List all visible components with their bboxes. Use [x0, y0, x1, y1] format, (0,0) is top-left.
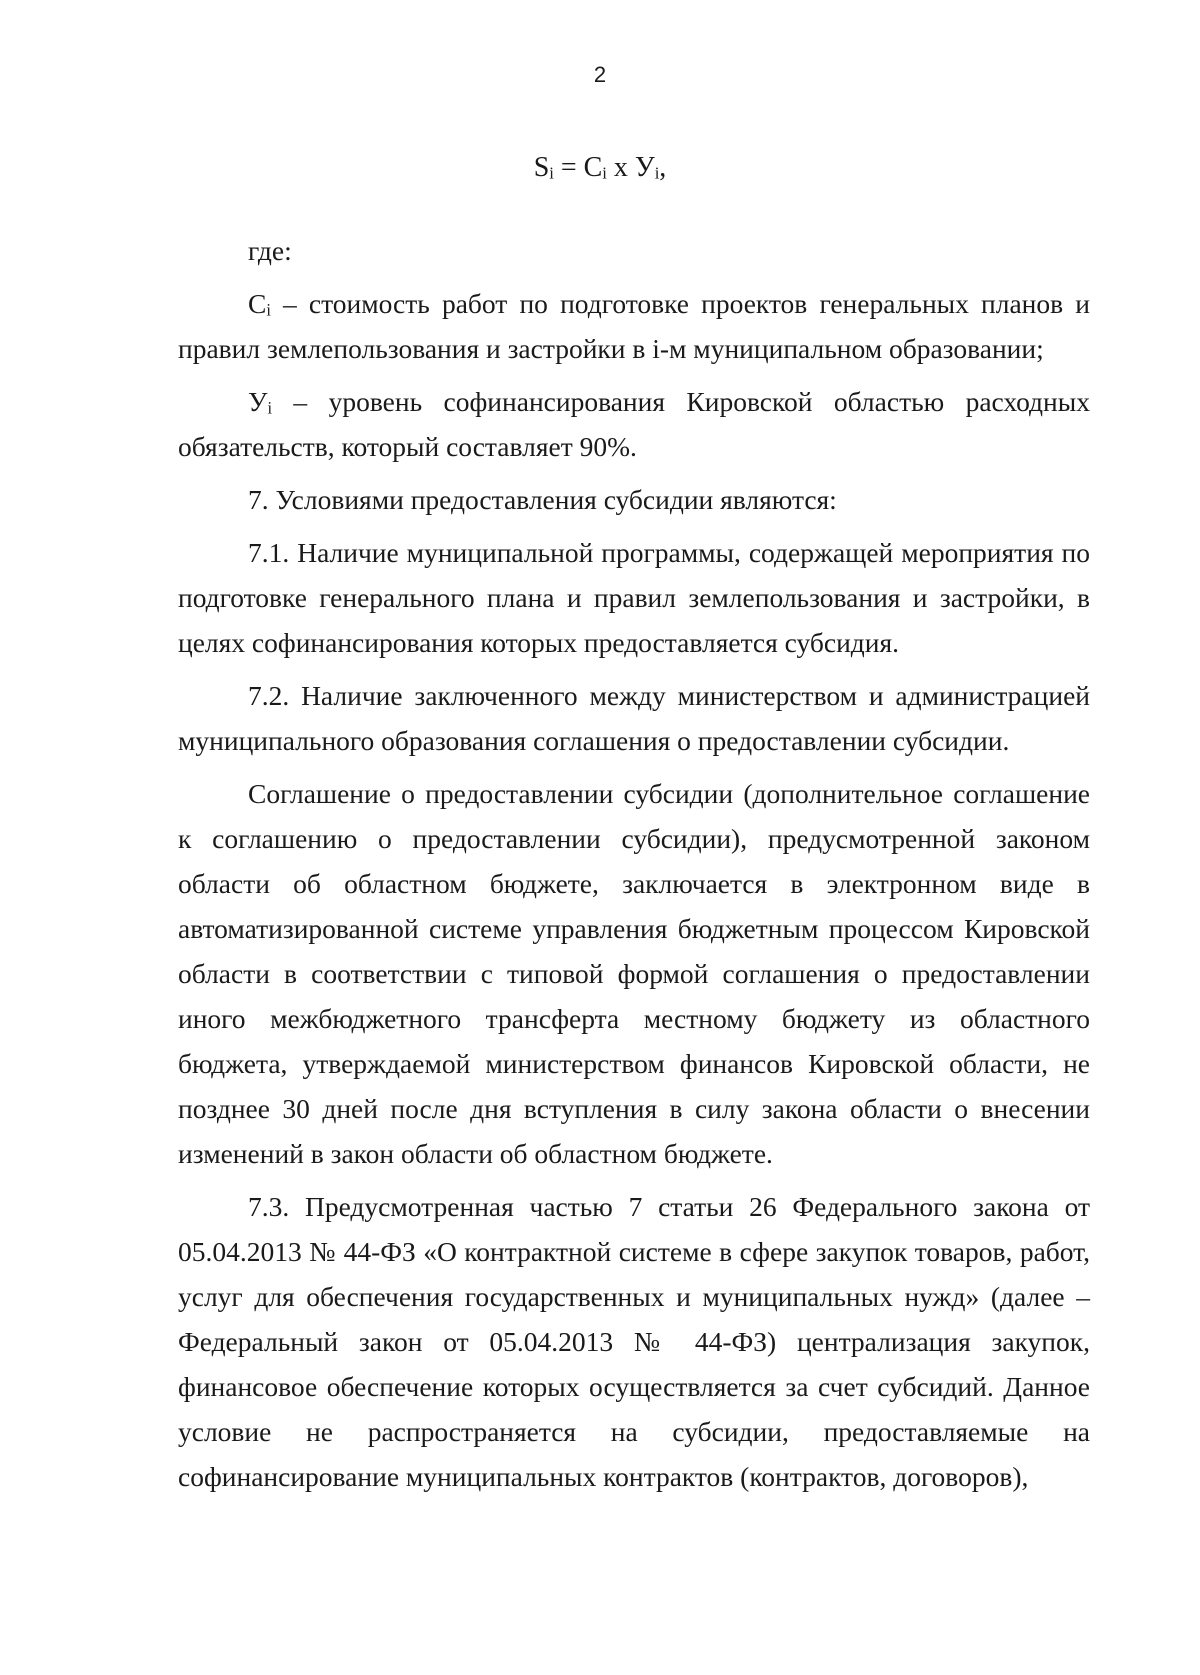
document-body: [178, 228, 1090, 1499]
paragraph-ci-definition: Cᵢ – стоимость работ по подготовке проектов генеральных планов и правил землепользования и застройки в i-м муниципальном образовании;: [178, 288, 1090, 364]
paragraph-7-3: 7.3. Предусмотренная частью 7 статьи 26 Федерального закона от 05.04.2013 № 44-ФЗ «О контрактной системе в сфере закупок товаров, работ, услуг для обеспечения государственных и муниципальных нужд» (далее – Федеральный закон от 05.04.2013 № 44-ФЗ) централизация закупок, финансовое обеспечение которых осуществляется за счет субсидий. Данное условие не распространяется на субсидии, предоставляемые на софинансирование муниципальных контрактов (контрактов, договоров),: [178, 1191, 1090, 1492]
paragraph-where: где:: [248, 235, 292, 266]
formula: Sᵢ = Cᵢ x Уᵢ,: [533, 152, 667, 183]
paragraph-7: 7. Условиями предоставления субсидии являются:: [248, 484, 837, 515]
paragraph-7-1: 7.1. Наличие муниципальной программы, содержащей мероприятия по подготовке генерального плана и правил землепользования и застройки, в целях софинансирования которых предоставляется субсидия.: [178, 537, 1090, 658]
paragraph-agreement: Соглашение о предоставлении субсидии (дополнительное соглашение к соглашению о предоставлении субсидии), предусмотренной законом области об областном бюджете, заключается в электронном виде в автоматизированной системе управления бюджетным процессом Кировской области в соответствии с типовой формой соглашения о предоставлении иного межбюджетного трансферта местному бюджету из областного бюджета, утверждаемой министерством финансов Кировской области, не позднее 30 дней после дня вступления в силу закона области о внесении изменений в закон области об областном бюджете.: [178, 778, 1090, 1169]
page-number: 2: [593, 62, 607, 87]
paragraph-yi-definition: Уᵢ – уровень софинансирования Кировской областью расходных обязательств, который составляет 90%.: [178, 386, 1090, 462]
paragraph-7-2: 7.2. Наличие заключенного между министерством и администрацией муниципального образования соглашения о предоставлении субсидии.: [178, 680, 1090, 756]
